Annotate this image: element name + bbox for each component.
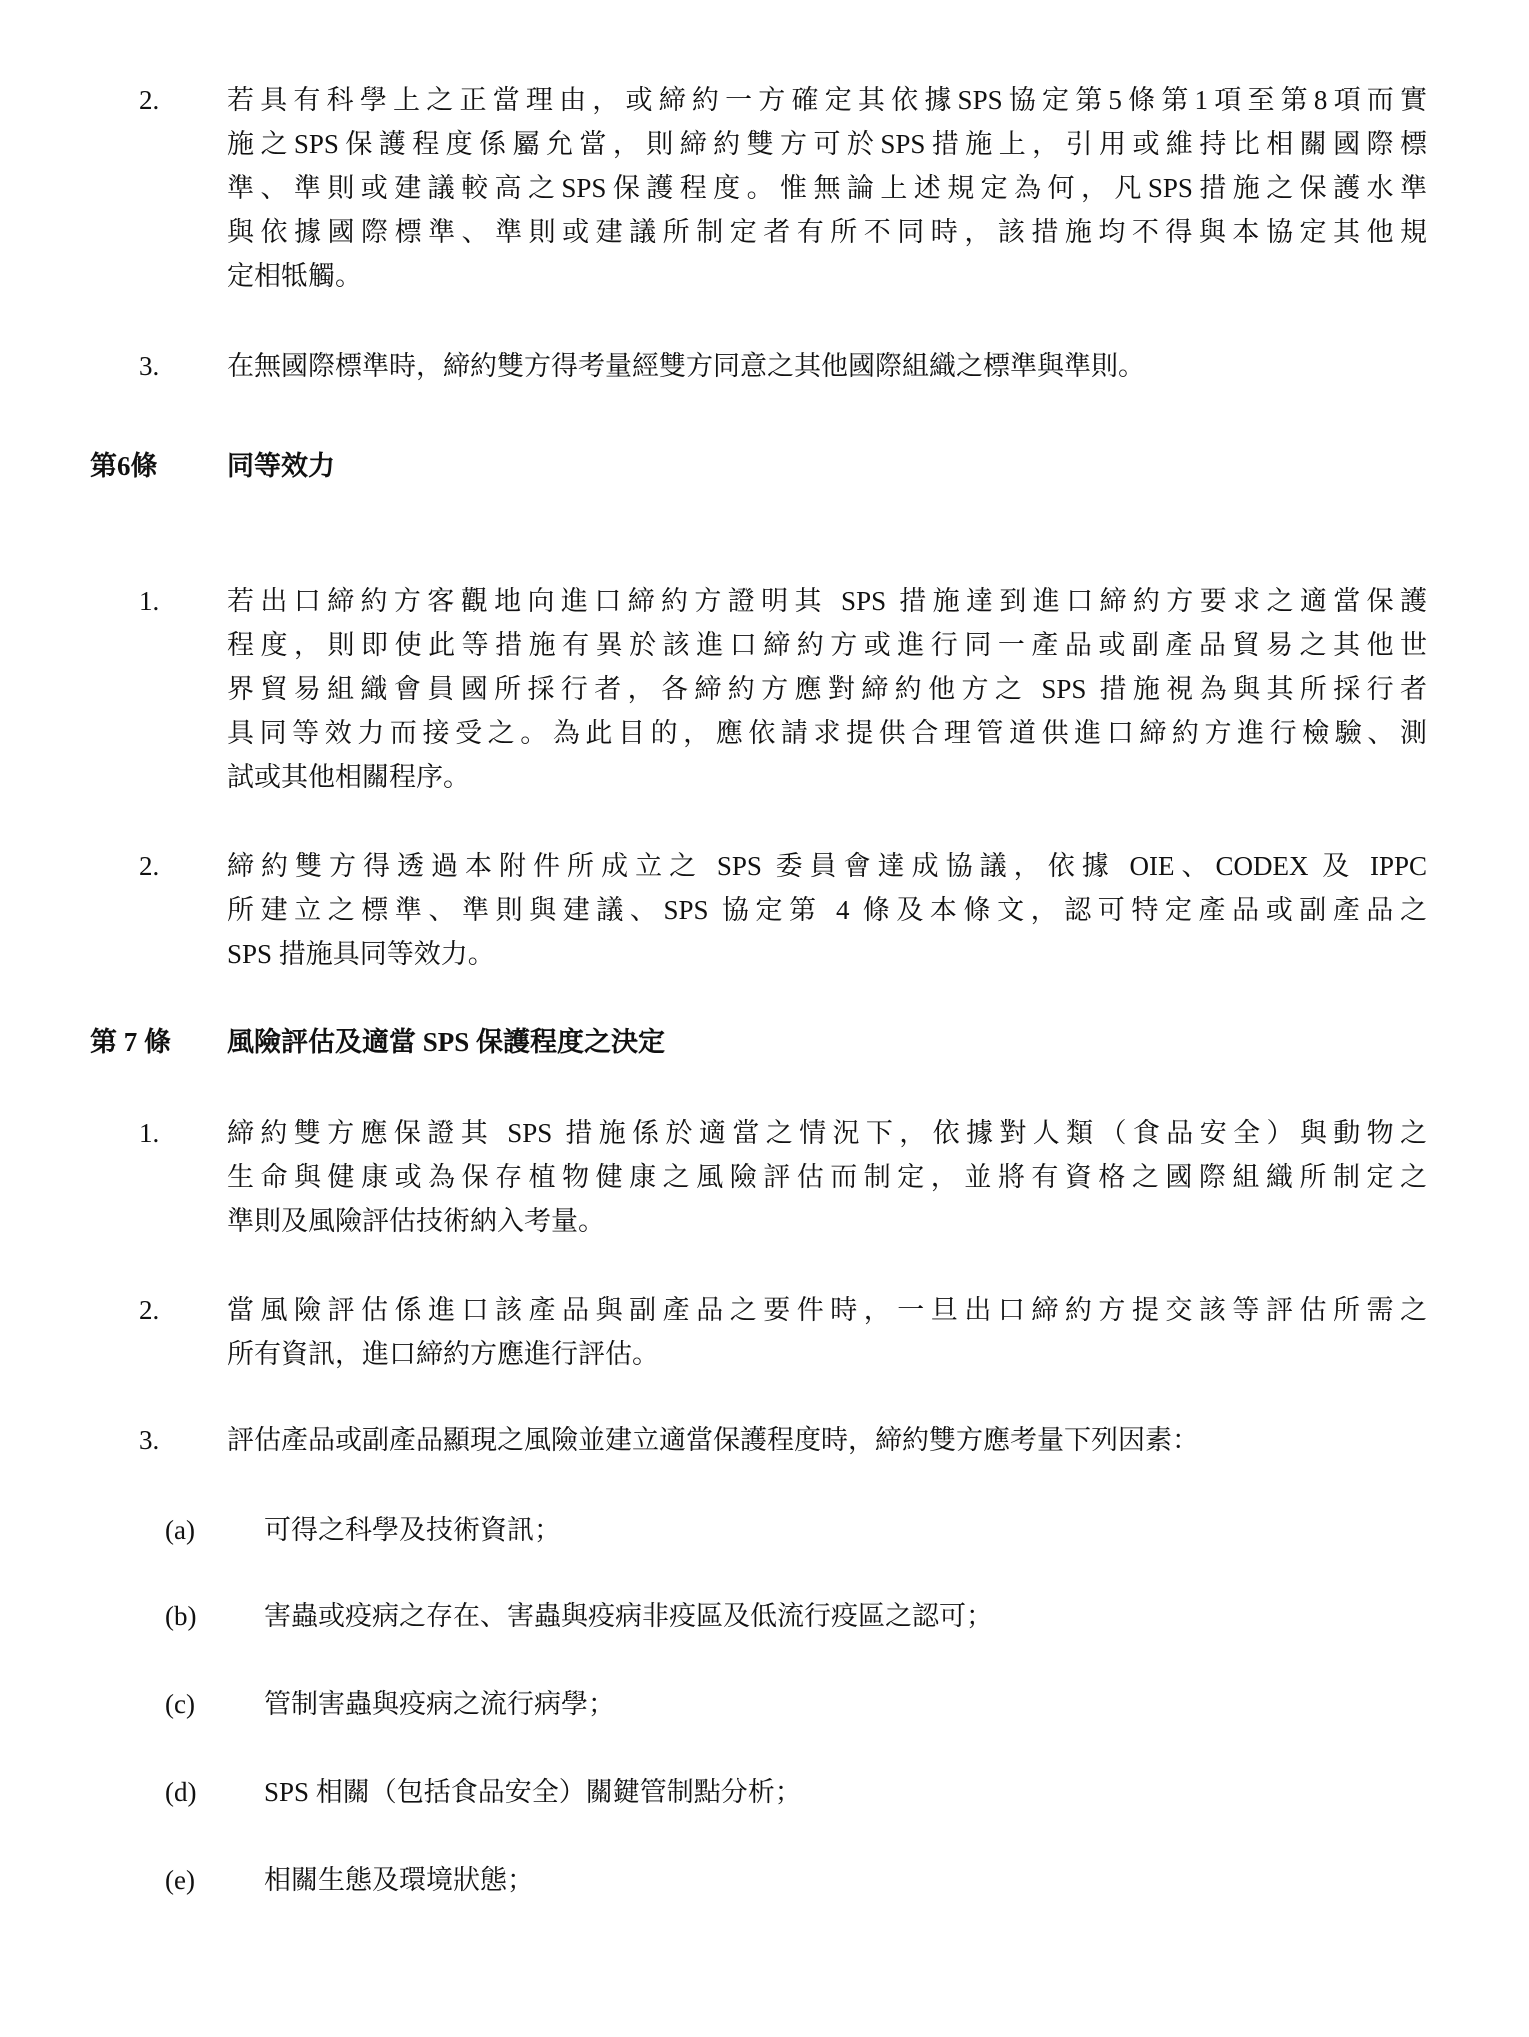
- paragraph-line: 施之SPS保護程度係屬允當，則締約雙方可於SPS措施上，引用或維持比相關國際標: [227, 129, 1427, 159]
- factor-label: (e): [165, 1865, 195, 1895]
- factor-text: 害蟲或疫病之存在、害蟲與疫病非疫區及低流行疫區之認可；: [264, 1601, 993, 1631]
- paragraph-line: 若出口締約方客觀地向進口締約方證明其 SPS 措施達到進口締約方要求之適當保護: [227, 586, 1427, 616]
- paragraph-line: 準則及風險評估技術納入考量。: [227, 1206, 605, 1236]
- factor-text: SPS 相關（包括食品安全）關鍵管制點分析；: [264, 1777, 802, 1807]
- paragraph-line: 具同等效力而接受之。為此目的，應依請求提供合理管道供進口締約方進行檢驗、測: [227, 718, 1427, 748]
- item-number: 2.: [139, 851, 160, 881]
- item-number: 3.: [139, 1425, 160, 1455]
- article-title: 風險評估及適當 SPS 保護程度之決定: [227, 1027, 666, 1057]
- paragraph-line: SPS 措施具同等效力。: [227, 939, 495, 969]
- item-number: 2.: [139, 85, 160, 115]
- factor-label: (c): [165, 1689, 195, 1719]
- paragraph-line: 當風險評估係進口該產品與副產品之要件時，一旦出口締約方提交該等評估所需之: [227, 1295, 1427, 1325]
- factor-text: 管制害蟲與疫病之流行病學；: [264, 1689, 615, 1719]
- paragraph-line: 界貿易組織會員國所採行者，各締約方應對締約他方之 SPS 措施視為與其所採行者: [227, 674, 1427, 704]
- paragraph-line: 締約雙方應保證其 SPS 措施係於適當之情況下，依據對人類（食品安全）與動物之: [227, 1118, 1427, 1148]
- paragraph-line: 所建立之標準、準則與建議、SPS 協定第 4 條及本條文，認可特定產品或副產品之: [227, 895, 1427, 925]
- article-title: 同等效力: [227, 451, 335, 481]
- paragraph-line: 程度，則即使此等措施有異於該進口締約方或進行同一產品或副產品貿易之其他世: [227, 630, 1427, 660]
- item-number: 1.: [139, 1118, 160, 1148]
- paragraph-line: 若具有科學上之正當理由，或締約一方確定其依據SPS協定第5條第1項至第8項而實: [227, 85, 1427, 115]
- factor-label: (b): [165, 1601, 197, 1631]
- item-number: 1.: [139, 586, 160, 616]
- paragraph-line: 評估產品或副產品顯現之風險並建立適當保護程度時，締約雙方應考量下列因素：: [227, 1425, 1199, 1455]
- article-label: 第 7 條: [90, 1027, 171, 1057]
- paragraph-line: 生命與健康或為保存植物健康之風險評估而制定，並將有資格之國際組織所制定之: [227, 1162, 1427, 1192]
- item-number: 2.: [139, 1295, 160, 1325]
- article-label: 第6條: [90, 451, 158, 481]
- item-number: 3.: [139, 351, 160, 381]
- factor-text: 可得之科學及技術資訊；: [264, 1515, 561, 1545]
- paragraph-line: 締約雙方得透過本附件所成立之 SPS 委員會達成協議，依據 OIE、CODEX 及 IPPC: [227, 851, 1427, 881]
- factor-text: 相關生態及環境狀態；: [264, 1865, 534, 1895]
- factor-label: (d): [165, 1777, 197, 1807]
- paragraph-line: 所有資訊，進口締約方應進行評估。: [227, 1339, 659, 1369]
- paragraph-line: 與依據國際標準、準則或建議所制定者有所不同時，該措施均不得與本協定其他規: [227, 217, 1427, 247]
- factor-label: (a): [165, 1515, 195, 1545]
- paragraph-line: 在無國際標準時，締約雙方得考量經雙方同意之其他國際組織之標準與準則。: [227, 351, 1145, 381]
- paragraph-line: 定相牴觸。: [227, 261, 362, 291]
- paragraph-line: 準、準則或建議較高之SPS保護程度。惟無論上述規定為何，凡SPS措施之保護水準: [227, 173, 1427, 203]
- paragraph-line: 試或其他相關程序。: [227, 762, 470, 792]
